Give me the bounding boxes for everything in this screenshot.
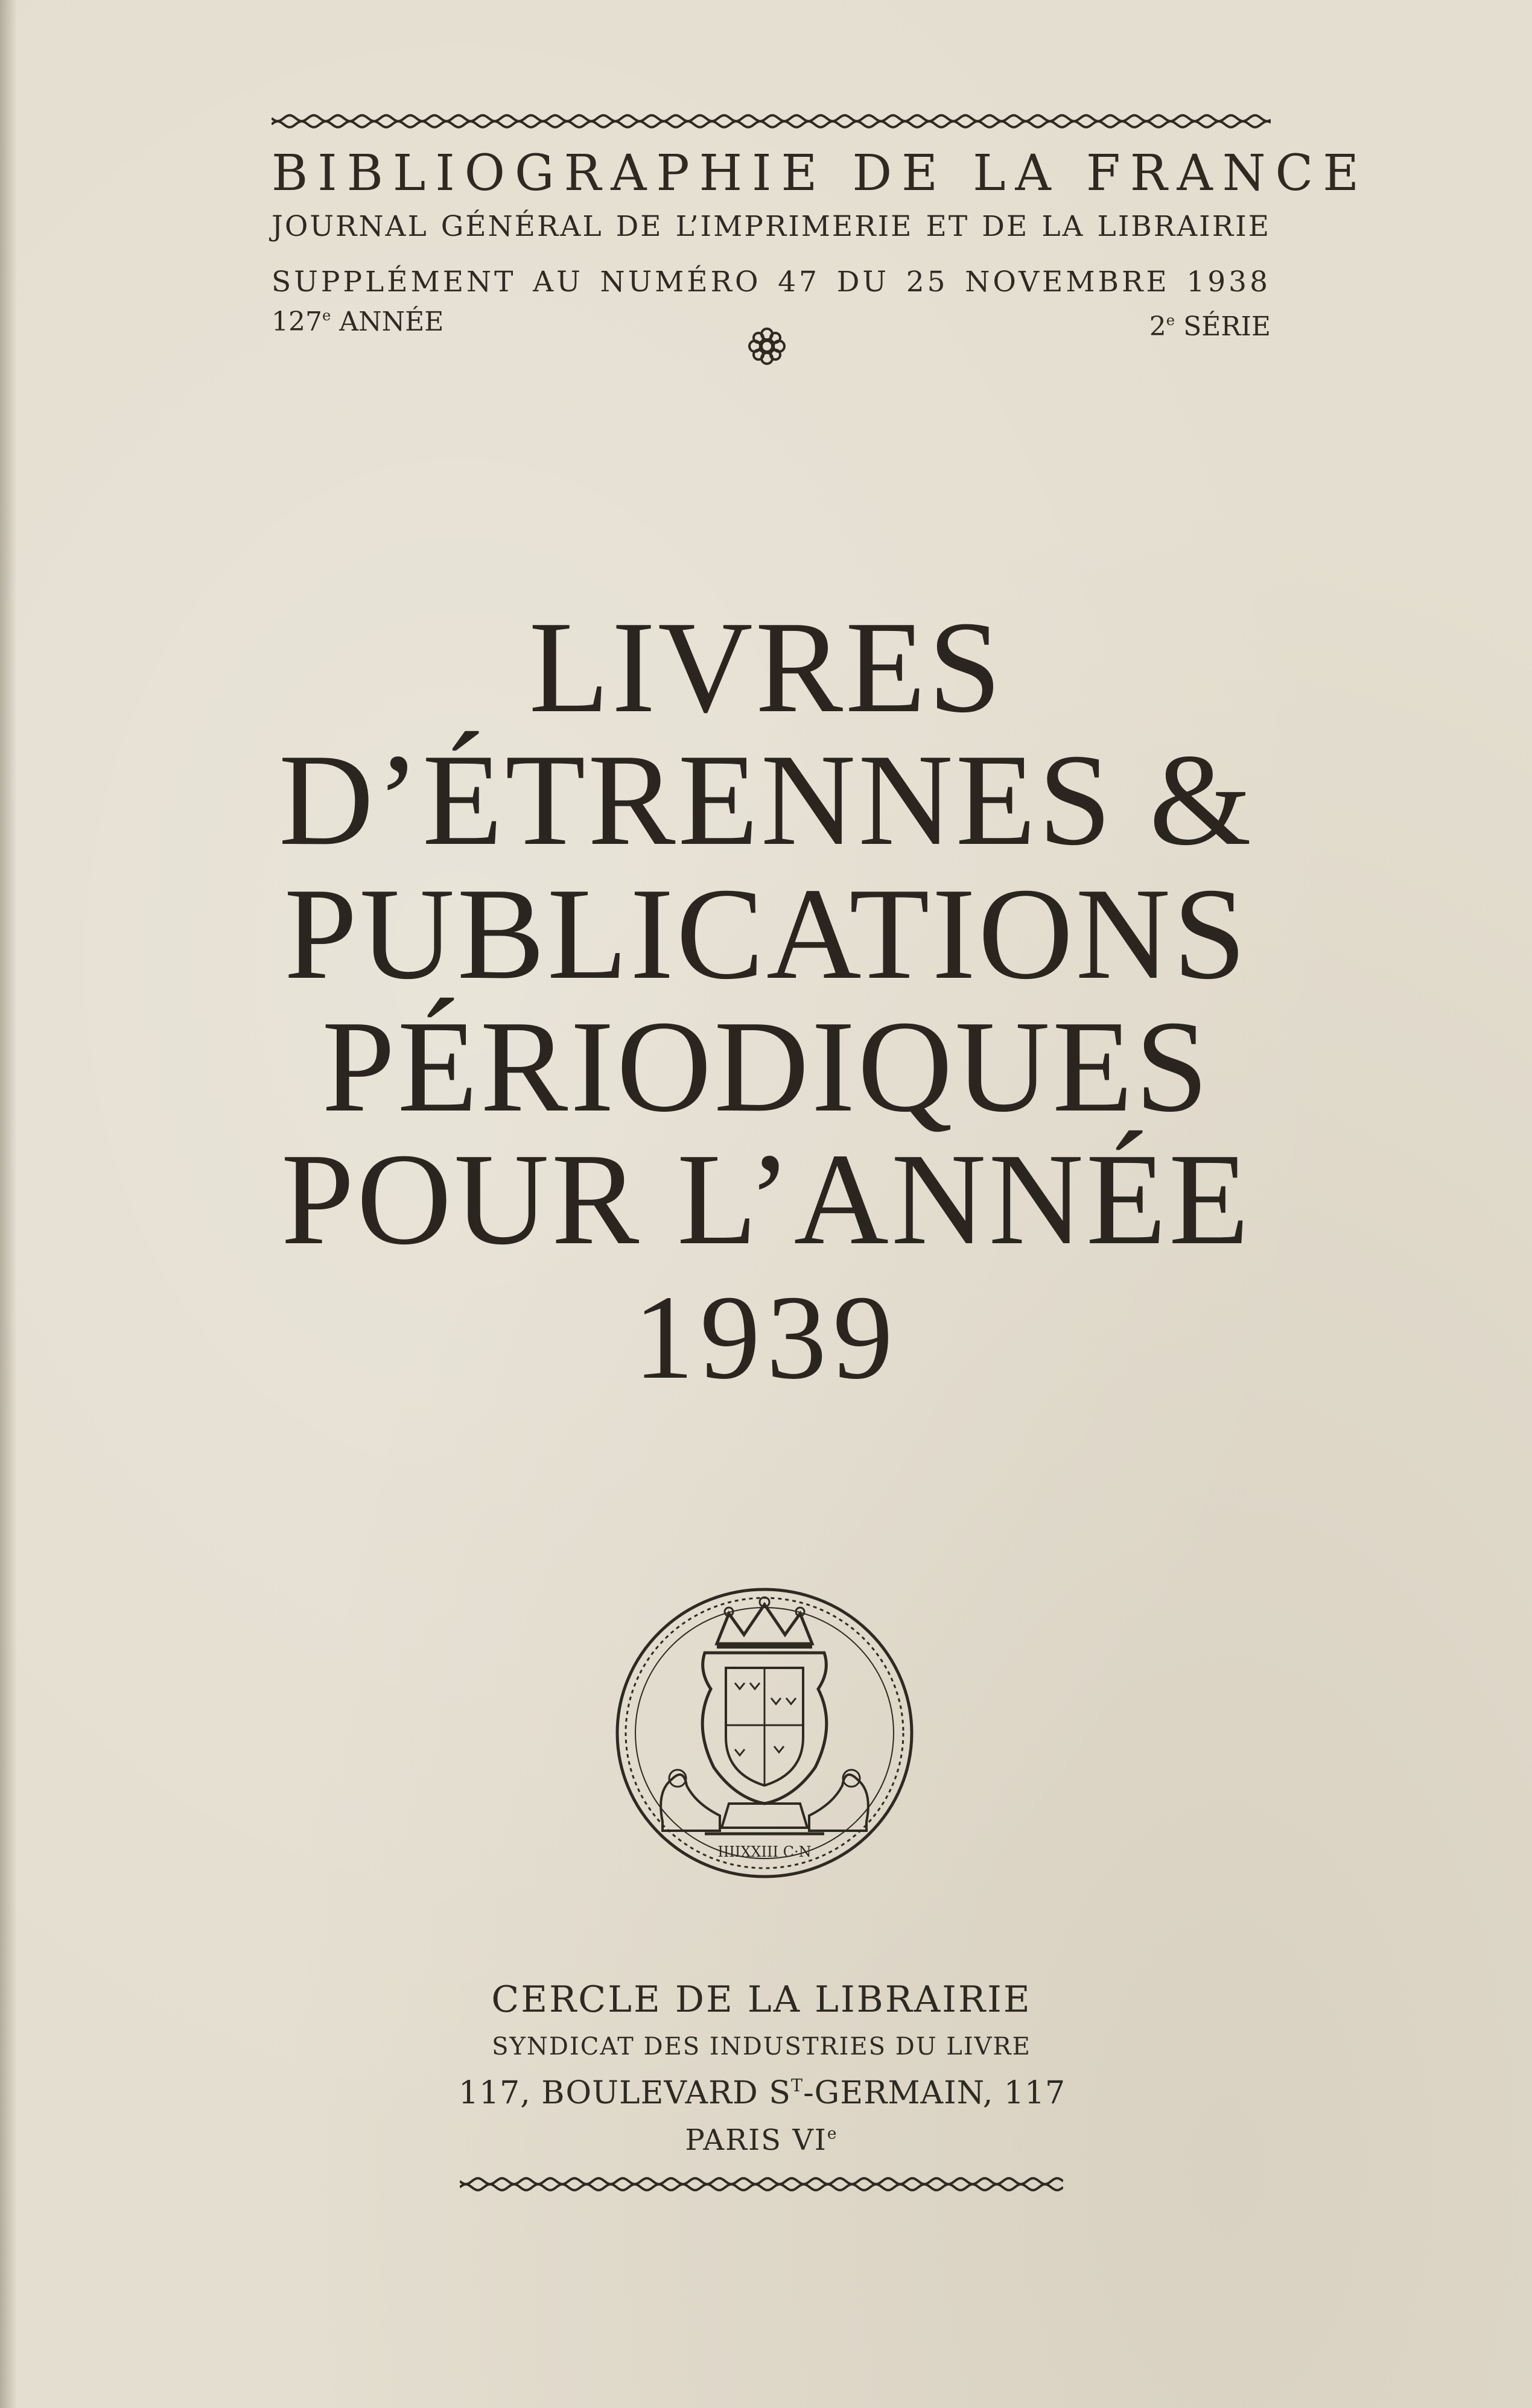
- annee-label: [272, 306, 443, 337]
- serie-sup: e: [1166, 312, 1175, 329]
- address-sup: T: [791, 2075, 804, 2096]
- city-name: PARIS VI: [685, 2123, 827, 2157]
- title-line-4: PÉRIODIQUES: [322, 994, 1211, 1139]
- year: 1939: [634, 1271, 899, 1404]
- bottom-wavy-rule: [460, 2175, 1063, 2193]
- supplement-line: SUPPLÉMENT AU NUMÉRO 47 DU 25 NOVEMBRE 1938: [272, 265, 1271, 299]
- publisher-address: [459, 2075, 1064, 2111]
- address-pre: 117, BOULEVARD S: [459, 2075, 792, 2112]
- serie-label: [1149, 311, 1271, 342]
- journal-subtitle: JOURNAL GÉNÉRAL DE L’IMPRIMERIE ET DE LA LIBRAIRIE: [272, 210, 1271, 243]
- syndicate-name: SYNDICAT DES INDUSTRIES DU LIVRE: [492, 2033, 1031, 2061]
- title-line-3: PUBLICATIONS: [284, 861, 1249, 1007]
- top-wavy-rule: [272, 111, 1271, 131]
- rosette-ornament-icon: [746, 326, 787, 367]
- annee-number: 127: [272, 306, 322, 337]
- page-edge-shadow: [0, 0, 17, 2408]
- title-line-2: D’ÉTRENNES &: [278, 727, 1254, 873]
- publisher-city: [459, 2123, 1064, 2157]
- title-line-5: POUR L’ANNÉE: [281, 1127, 1252, 1272]
- address-post: -GERMAIN, 117: [803, 2075, 1066, 2112]
- annee-sup: e: [322, 307, 331, 325]
- serie-word: SÉRIE: [1175, 311, 1271, 342]
- city-sup: e: [827, 2124, 838, 2143]
- serie-number: 2: [1149, 311, 1166, 342]
- publisher-name: CERCLE DE LA LIBRAIRIE: [491, 1979, 1032, 2021]
- annee-word: ANNÉE: [331, 306, 444, 337]
- coat-of-arms-seal-icon: [614, 1586, 915, 1880]
- title-line-1: LIVRES: [529, 595, 1004, 740]
- seal-inscription: IIIIXXIII C·N: [717, 1843, 812, 1860]
- journal-title: BIBLIOGRAPHIE DE LA FRANCE: [272, 145, 1369, 202]
